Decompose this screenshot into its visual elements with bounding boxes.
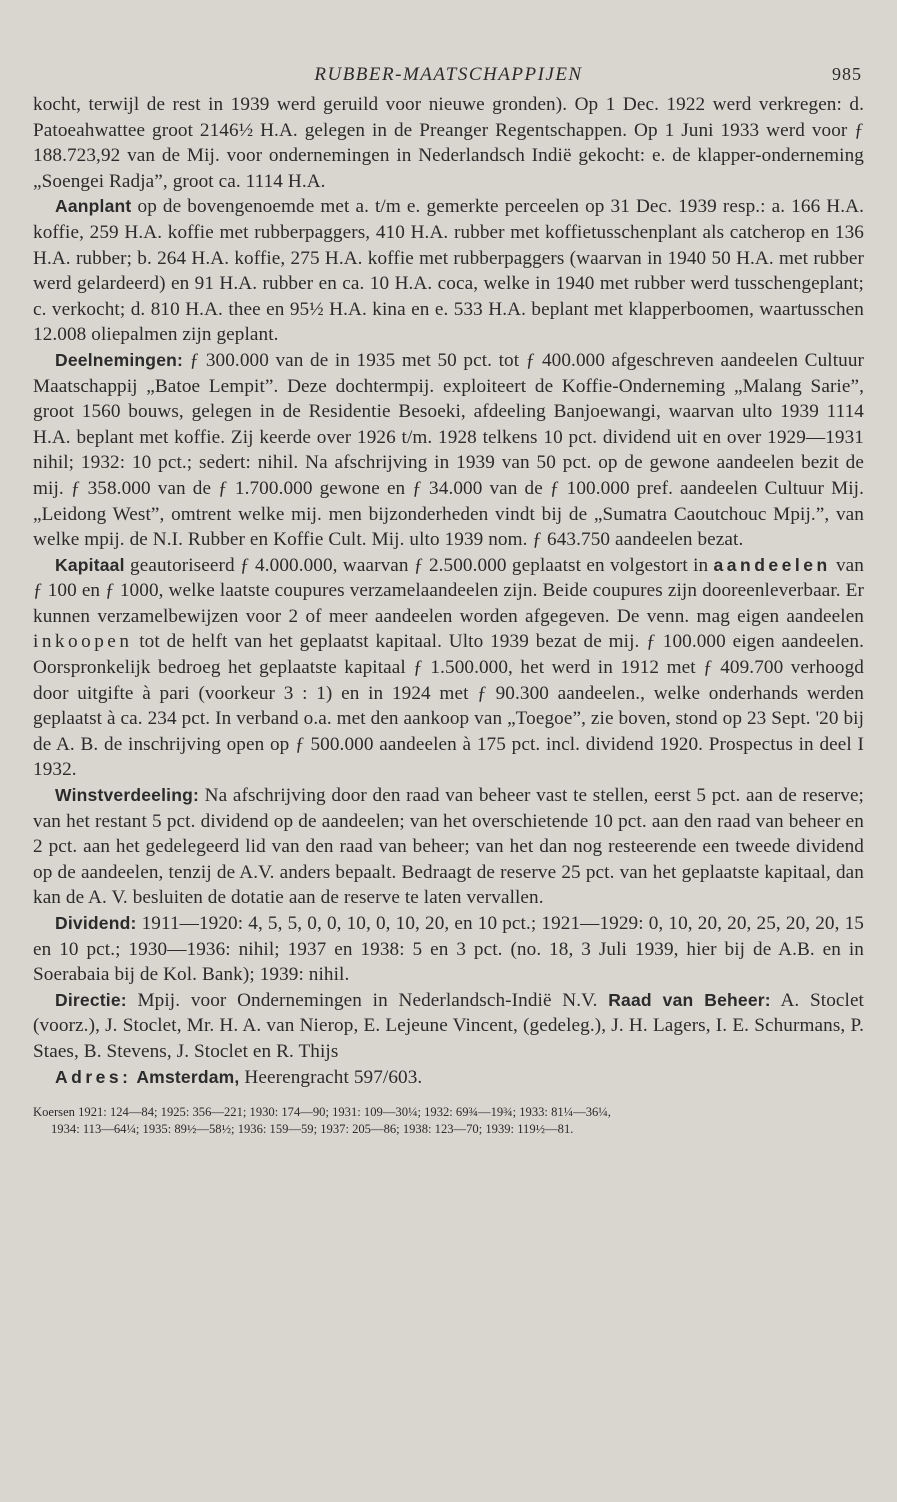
paragraph-dividend [33, 911, 864, 988]
running-title: RUBBER-MAATSCHAPPIJEN [314, 64, 583, 85]
paragraph-text: kocht, terwijl de rest in 1939 werd geruild voor nieuwe gronden). Op 1 Dec. 1922 werd verkregen: d. Patoeahwattee groot 2146½ H.A. gelegen in de Preanger Regentschappen. Op 1 Juni 1933 werd voor ƒ 188.723,92 van de Mij. voor ondernemingen in Nederlandsch Indië gekocht: e. de klapper-onderneming „Soengei Radja”, groot ca. 1114 H.A. [33, 94, 864, 192]
paragraph-adres [33, 1065, 864, 1091]
emphasis-inkoopen: inkoopen [33, 631, 133, 653]
footnote-line: 1934: 113—64¼; 1935: 89½—58½; 1936: 159—59; 1937: 205—86; 1938: 123—70; 1939: 119½—81. [51, 1122, 574, 1137]
page-number: 985 [832, 64, 862, 84]
body-text [33, 92, 864, 1090]
address-street: Heerengracht 597/603. [239, 1066, 423, 1088]
paragraph-aanplant [33, 194, 864, 348]
paragraph-text: tot de helft van het geplaatst kapitaal. Ulto 1939 bezat de mij. ƒ 100.000 eigen aandeelen. Oorspronkelijk bedroeg het geplaatste kapitaal ƒ 1.500.000, het werd in 1912 met ƒ 409.700 verhoogd door uitgifte à pari (voorkeur 3 : 1) en in 1924 met ƒ 90.300 aandeelen., welke onderhands werden geplaatst à ca. 234 pct. In verband o.a. met den aankoop van „Toegoe”, zie boven, stond op 23 Sept. '20 bij de A. B. de inschrijving open op ƒ 500.000 aandeelen à 175 pct. incl. dividend 1920. Prospectus in deel I 1932. [33, 631, 864, 781]
paragraph-text: ƒ 300.000 van de in 1935 met 50 pct. tot ƒ 400.000 afgeschreven aandeelen Cultuur Maatschappij „Batoe Lempit”. Deze dochtermpij. exploiteert de Koffie-Onderneming „Malang Sarie”, groot 1560 bouws, gelegen in de Residentie Besoeki, afdeeling Banjoewangi, waarvan ulto 1939 1114 H.A. beplant met koffie. Zij keerde over 1926 t/m. 1928 telkens 10 pct. dividend uit en over 1929—1931 nihil; 1932: 10 pct.; sedert: nihil. Na afschrijving in 1939 van 50 pct. op de gewone aandeelen bezit de mij. ƒ 358.000 van de ƒ 1.700.000 gewone en ƒ 34.000 van de ƒ 100.000 pref. aandeelen Cultuur Mij. „Leidong West”, omtrent welke mij. men bijzonderheden vindt bij de „Sumatra Caoutchouc Mpij.”, van welke mpij. de N.I. Rubber en Koffie Cult. Mij. ulto 1939 nom. ƒ 643.750 aandeelen bezat. [33, 349, 864, 551]
paragraph-kapitaal [33, 553, 864, 783]
paragraph-text: A. Stoclet (voorz.), J. Stoclet, Mr. H. A. van Nierop, E. Lejeune Vincent, (gedeleg.), J. H. Lagers, I. E. Schurmans, P. Staes, B. Stevens, J. Stoclet en R. Thijs [33, 989, 864, 1062]
footnote-koersen [33, 1104, 864, 1138]
paragraph-acquisitions [33, 92, 864, 194]
section-label-dividend: Dividend: [55, 913, 137, 933]
paragraph-text: geautoriseerd ƒ 4.000.000, waarvan ƒ 2.500.000 geplaatst en volgestort in [124, 554, 714, 576]
paragraph-text: 1911—1920: 4, 5, 5, 0, 0, 10, 0, 10, 20, en 10 pct.; 1921—1929: 0, 10, 20, 20, 25, 20, 20, 15 en 10 pct.; 1930—1936: nihil; 1937 en 1938: 5 en 3 pct. (no. 18, 3 Juli 1939, hier bij de A.B. en in Soerabaia bij de Kol. Bank); 1939: nihil. [33, 913, 864, 986]
paragraph-text: Mpij. voor Ondernemingen in Nederlandsch-Indië N.V. [126, 989, 609, 1011]
emphasis-aandeelen: aandeelen [713, 554, 831, 575]
paragraph-directie [33, 988, 864, 1065]
section-label-aanplant: Aanplant [55, 196, 132, 217]
paragraph-text: Na afschrijving door den raad van beheer vast te stellen, eerst 5 pct. aan de reserve; van het restant 5 pct. dividend op de aandeelen; van het overschietende 10 pct. aan den raad van beheer en 2 pct. aan het gedelegeerd lid van den raad van beheer; van het dan nog resteerende een tweede dividend op de aandeelen, tenzij de A.V. anders bepaalt. Bedraagt de reserve 25 pct. van het geplaatste kapitaal, dan kan de A. V. besluiten de dotatie aan de reserve te laten vervallen. [33, 785, 864, 909]
section-label-adres: Adres: [55, 1066, 132, 1087]
paragraph-text: van ƒ 100 en ƒ 1000, welke laatste coupures verzamelaandeelen zijn. Beide coupures zijn dooreenleverbaar. Er kunnen verzamelbewijzen voor 2 of meer aandeelen worden afgegeven. De venn. mag eigen aandeelen [33, 554, 864, 627]
section-label-kapitaal: Kapitaal [55, 554, 125, 575]
footnote-line: Koersen 1921: 124—84; 1925: 356—221; 1930: 174—90; 1931: 109—30¼; 1932: 69¾—19¾; 1933: 81¼—36¼, [33, 1105, 611, 1120]
paragraph-deelnemingen [33, 348, 864, 553]
section-label-winstverdeeling: Winstverdeeling: [55, 785, 200, 806]
address-city: Amsterdam, [136, 1066, 240, 1087]
paragraph-winstverdeeling [33, 783, 864, 911]
section-label-deelnemingen: Deelnemingen: [55, 349, 184, 370]
running-header [33, 60, 864, 86]
section-label-directie: Directie: [55, 989, 127, 1010]
paragraph-text: op de bovengenoemde met a. t/m e. gemerkte perceelen op 31 Dec. 1939 resp.: a. 166 H.A. koffie, 259 H.A. koffie met rubberpaggers, 410 H.A. rubber met koffietusschenplant als catcherop en 136 H.A. rubber; b. 264 H.A. koffie, 275 H.A. koffie met rubberpaggers (waarvan in 1940 50 H.A. met rubber werd gelardeerd) en 91 H.A. rubber en ca. 10 H.A. coca, welke in 1940 met rubber werd tusschengeplant; c. verkocht; d. 810 H.A. thee en 95½ H.A. kina en e. 533 H.A. beplant met klapperboomen, waartusschen 12.008 oliepalmen zijn geplant. [33, 196, 864, 346]
section-label-raad-van-beheer: Raad van Beheer: [608, 989, 771, 1010]
